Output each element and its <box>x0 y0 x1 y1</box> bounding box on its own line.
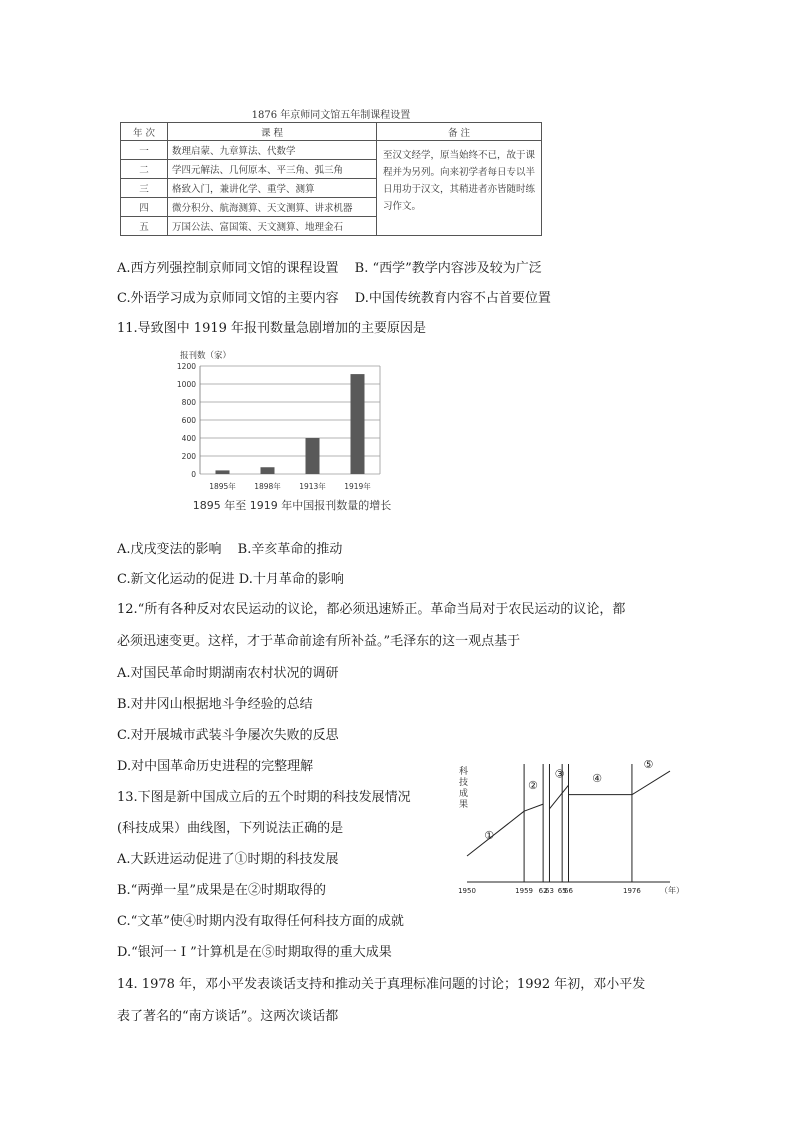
row-year: 一 <box>121 141 168 160</box>
bar <box>216 470 230 474</box>
period-label: ⑤ <box>643 760 654 771</box>
x-tick-label: 1950 <box>458 887 476 895</box>
q12-stem-line2: 必须迅速变更。这样，才于革命前途有所补益。”毛泽东的这一观点基于 <box>117 634 521 649</box>
curve-segment-1 <box>467 811 524 856</box>
x-tick-label: 1895年 <box>209 482 236 491</box>
curve-segment-2 <box>524 804 543 811</box>
row-course: 微分积分、航海测算、天文测算、讲求机器 <box>168 198 377 217</box>
y-tick-label: 0 <box>191 470 196 479</box>
y-tick-label: 1200 <box>176 362 196 371</box>
header-course: 课 程 <box>168 123 377 141</box>
tech-development-line-chart <box>455 760 695 900</box>
q14-stem-line2: 表了著名的“南方谈话”。这两次谈话都 <box>117 1009 339 1024</box>
q10-options-row2 <box>117 289 551 309</box>
x-tick-label: 1919年 <box>344 482 371 491</box>
period-label: ① <box>484 828 495 842</box>
y-label-char: 果 <box>459 800 469 810</box>
y-tick-label: 200 <box>181 452 196 461</box>
x-tick-label: 63 <box>545 887 554 895</box>
y-label-char: 技 <box>459 778 469 788</box>
x-unit-label: （年） <box>660 886 684 895</box>
x-tick-label: 65 <box>557 887 567 895</box>
q11-stem: 11.导致图中 1919 年报刊数量急剧增加的主要原因是 <box>117 321 427 336</box>
bar-chart-bars <box>216 374 365 474</box>
header-year: 年 次 <box>121 123 168 141</box>
y-tick-label: 600 <box>181 416 196 425</box>
x-tick-label: 1976 <box>623 887 641 895</box>
bar-chart-xticks <box>209 481 371 491</box>
row-course: 格致入门，兼讲化学、重学、测算 <box>168 179 377 198</box>
x-tick-label: 62 <box>538 887 548 895</box>
q12-option-a[interactable]: A.对国民革命时期湖南农村状况的调研 <box>117 666 339 681</box>
q13-option-d[interactable]: D.“银河一 Ⅰ ”计算机是在⑤时期取得的重大成果 <box>117 945 392 960</box>
line-chart-xticks <box>458 885 684 895</box>
bar <box>351 374 365 474</box>
q13-stem-line1: 13.下图是新中国成立后的五个时期的科技发展情况 <box>117 790 411 805</box>
q10-option-c[interactable]: C.外语学习成为京师同文馆的主要内容 <box>117 291 339 306</box>
q12-option-c[interactable]: C.对开展城市武装斗争屡次失败的反思 <box>117 728 339 743</box>
bar-chart-yticks <box>177 362 196 479</box>
q11-option-d[interactable]: D.十月革命的影响 <box>238 572 344 587</box>
line-chart-period-dividers <box>524 764 632 882</box>
q13-option-a[interactable]: A.大跃进运动促进了①时期的科技发展 <box>117 852 339 867</box>
q13-option-c[interactable]: C.“文革”使④时期内没有取得任何科技方面的成就 <box>117 914 404 929</box>
header-note: 备 注 <box>377 123 542 141</box>
row-year: 三 <box>121 179 168 198</box>
y-label-char: 科 <box>459 767 469 777</box>
q11-option-a[interactable]: A.戊戌变法的影响 <box>117 542 222 557</box>
y-tick-label: 1000 <box>176 380 196 389</box>
q13-option-b[interactable]: B.“两弹一星”成果是在②时期取得的 <box>117 883 326 898</box>
q11-options-row2 <box>117 570 344 590</box>
q12-option-b[interactable]: B.对井冈山根据地斗争经验的总结 <box>117 697 313 712</box>
row-course: 学四元解法、几何原本、平三角、弧三角 <box>168 160 377 179</box>
table-title: 1876 年京师同文馆五年制课程设置 <box>251 110 411 121</box>
row-year: 二 <box>121 160 168 179</box>
y-tick-label: 400 <box>181 434 196 443</box>
x-tick-label: 66 <box>564 887 573 895</box>
q13-stem-line2: (科技成果）曲线图，下列说法正确的是 <box>117 821 344 836</box>
table-row <box>121 141 542 160</box>
x-tick-label: 1959 <box>515 887 534 895</box>
row-year: 四 <box>121 198 168 217</box>
q11-option-b[interactable]: B.辛亥革命的推动 <box>237 542 343 557</box>
q11-options-row1 <box>117 540 342 560</box>
q12-stem-line1: 12.“所有各种反对农民运动的议论，都必须迅速矫正。革命当局对于农民运动的议论，都 <box>117 602 626 617</box>
q12-option-d[interactable]: D.对中国革命历史进程的完整理解 <box>117 759 314 774</box>
row-course: 万国公法、富国策、天文测算、地理金石 <box>168 217 377 236</box>
bar-chart-title: 1895 年至 1919 年中国报刊数量的增长 <box>192 499 392 512</box>
curve-segment-3 <box>549 785 568 809</box>
row-course: 数理启蒙、九章算法、代数学 <box>168 141 377 160</box>
q10-option-d[interactable]: D.中国传统教育内容不占首要位置 <box>354 291 551 306</box>
q14-stem-line1: 14. 1978 年，邓小平发表谈话支持和推动关于真理标准问题的讨论；1992 年初，邓小平发 <box>117 977 646 992</box>
newspaper-bar-chart <box>170 346 410 516</box>
period-label: ② <box>528 779 538 793</box>
curriculum-table <box>120 122 542 236</box>
bar <box>261 467 275 474</box>
curve-segment-5 <box>632 771 670 795</box>
table-header-row <box>121 123 542 141</box>
row-year: 五 <box>121 217 168 236</box>
bar <box>306 438 320 474</box>
bar-chart-ylabel: 报刊数（家） <box>180 351 232 361</box>
x-tick-label: 1913年 <box>299 482 326 491</box>
period-label: ④ <box>592 772 602 786</box>
line-chart-ylabel <box>459 765 468 810</box>
x-tick-label: 1898年 <box>254 482 281 491</box>
period-label: ③ <box>554 767 565 781</box>
q10-option-b[interactable]: B. “西学”教学内容涉及较为广泛 <box>354 261 542 276</box>
q10-option-a[interactable]: A.西方列强控制京师同文馆的课程设置 <box>117 261 339 276</box>
q10-options-row1 <box>117 259 542 279</box>
table-note: 至汉文经学，原当始终不已，故于课程并为另列。向来初学者每日专以半日用功于汉文，其稍进者亦皆随时练习作文。 <box>377 141 542 236</box>
q11-option-c[interactable]: C.新文化运动的促进 <box>117 572 235 587</box>
y-label-char: 成 <box>459 789 469 799</box>
y-tick-label: 800 <box>181 398 196 407</box>
